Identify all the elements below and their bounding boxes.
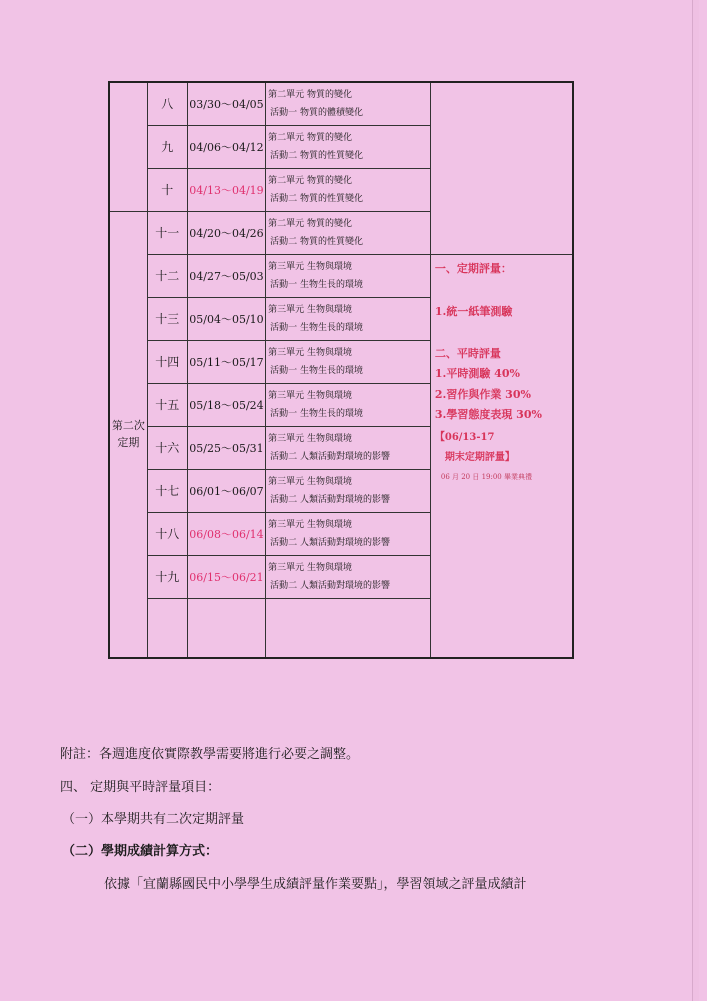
unit-line: 第三單元 生物與環境 — [268, 562, 353, 573]
unit-line: 第三單元 生物與環境 — [268, 519, 353, 530]
date-cell: 06/15～06/21 — [187, 555, 265, 598]
date-cell: 04/27～05/03 — [187, 254, 265, 297]
unit-line: 第二單元 物質的變化 — [268, 132, 353, 143]
unit-line: 第三單元 生物與環境 — [268, 433, 353, 444]
content-cell — [266, 125, 431, 168]
date-cell: 06/08～06/14 — [187, 512, 265, 555]
week-cell: 十一 — [147, 211, 187, 254]
table-row — [109, 254, 573, 297]
unit-line: 第三單元 生物與環境 — [268, 347, 353, 358]
unit-line: 第二單元 物質的變化 — [268, 218, 353, 229]
activity-line: 活動一 生物生長的環境 — [270, 365, 364, 376]
note-n1: 一、定期評量： — [434, 261, 512, 275]
unit-line: 第三單元 生物與環境 — [268, 261, 353, 272]
paragraph: 依據「宜蘭縣國民中小學學生成績評量作業要點」，學習領域之評量成績計 — [104, 877, 527, 892]
activity-line: 活動一 生物生長的環境 — [270, 279, 364, 290]
unit-line: 第二單元 物質的變化 — [268, 175, 353, 186]
note-n6: 3.學習態度表現 30% — [434, 407, 542, 421]
content-cell — [266, 426, 431, 469]
unit-line: 第三單元 生物與環境 — [268, 390, 353, 401]
date-cell: 04/20～04/26 — [187, 211, 265, 254]
date-cell: 05/25～05/31 — [187, 426, 265, 469]
content-cell — [266, 297, 431, 340]
page-edge — [692, 0, 699, 1001]
week-cell: 十八 — [147, 512, 187, 555]
content-cell — [266, 512, 431, 555]
date-cell: 05/04～05/10 — [187, 297, 265, 340]
activity-line: 活動二 物質的性質變化 — [270, 236, 364, 247]
note-n5: 2.習作與作業 30% — [434, 387, 531, 401]
activity-line: 活動一 物質的體積變化 — [270, 107, 364, 118]
content-cell — [266, 211, 431, 254]
item-2: （二）學期成績計算方式： — [62, 844, 219, 859]
note-n4: 1.平時測驗 40% — [434, 366, 520, 380]
content-cell — [266, 469, 431, 512]
content-cell — [266, 555, 431, 598]
schedule-sheet — [108, 81, 574, 673]
schedule-table — [108, 81, 574, 659]
activity-line: 活動二 物質的性質變化 — [270, 150, 364, 161]
empty-cell — [147, 598, 187, 658]
week-cell: 九 — [147, 125, 187, 168]
week-cell: 十四 — [147, 340, 187, 383]
week-cell: 八 — [147, 82, 187, 125]
date-cell: 05/11～05/17 — [187, 340, 265, 383]
period-label: 第二次 — [111, 419, 145, 433]
period-cell-second — [109, 211, 147, 658]
activity-line: 活動二 人類活動對環境的影響 — [270, 580, 391, 591]
period-label: 定期 — [117, 436, 140, 450]
activity-line: 活動二 人類活動對環境的影響 — [270, 537, 391, 548]
date-cell: 06/01～06/07 — [187, 469, 265, 512]
note-cell-first — [430, 82, 573, 254]
content-cell — [266, 254, 431, 297]
activity-line: 活動一 生物生長的環境 — [270, 408, 364, 419]
footer-note: 附註：各週進度依實際教學需要將進行必要之調整。 — [60, 747, 360, 762]
note-n8: 期末定期評量】 — [444, 451, 515, 463]
content-cell — [266, 82, 431, 125]
empty-cell — [266, 598, 431, 658]
week-cell: 十 — [147, 168, 187, 211]
note-n3: 二、平時評量 — [434, 346, 501, 360]
week-cell: 十七 — [147, 469, 187, 512]
week-cell: 十五 — [147, 383, 187, 426]
activity-line: 活動二 人類活動對環境的影響 — [270, 451, 391, 462]
date-cell: 04/06～04/12 — [187, 125, 265, 168]
activity-line: 活動一 生物生長的環境 — [270, 322, 364, 333]
empty-cell — [187, 598, 265, 658]
unit-line: 第三單元 生物與環境 — [268, 476, 353, 487]
note-n9: 06 月 20 日 19:00 畢業典禮 — [440, 472, 532, 481]
note-n7: 【06/13-17 — [434, 431, 495, 443]
week-cell: 十二 — [147, 254, 187, 297]
date-cell: 04/13～04/19 — [187, 168, 265, 211]
table-row — [109, 82, 573, 125]
content-cell — [266, 383, 431, 426]
unit-line: 第三單元 生物與環境 — [268, 304, 353, 315]
unit-line: 第二單元 物質的變化 — [268, 89, 353, 100]
date-cell: 03/30～04/05 — [187, 82, 265, 125]
week-cell: 十九 — [147, 555, 187, 598]
section-4-heading: 四、 定期與平時評量項目： — [60, 780, 221, 795]
activity-line: 活動二 物質的性質變化 — [270, 193, 364, 204]
note-n2: 1.統一紙筆測驗 — [434, 304, 513, 318]
week-cell: 十六 — [147, 426, 187, 469]
week-cell: 十三 — [147, 297, 187, 340]
note-cell-second — [430, 254, 573, 658]
item-1: （一）本學期共有二次定期評量 — [62, 812, 245, 827]
date-cell: 05/18～05/24 — [187, 383, 265, 426]
activity-line: 活動二 人類活動對環境的影響 — [270, 494, 391, 505]
content-cell — [266, 168, 431, 211]
content-cell — [266, 340, 431, 383]
period-cell-first — [109, 82, 147, 211]
